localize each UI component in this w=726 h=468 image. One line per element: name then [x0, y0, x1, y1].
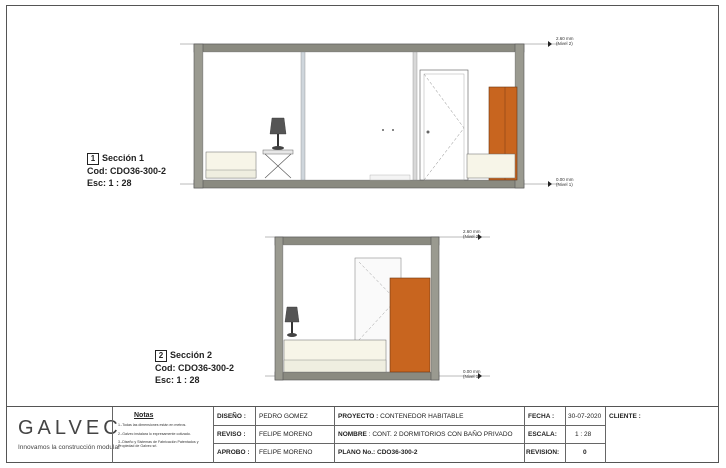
note-2: 2.-Galvec instalara lo expresamente cotizado. [118, 432, 191, 436]
reviso-value: FELIPE MORENO [259, 431, 313, 438]
proyecto-row: PROYECTO : CONTENEDOR HABITABLE [338, 413, 464, 420]
section-1-label: 1 Sección 1 Cod: CDO36-300-2 Esc: 1 : 28 [87, 153, 167, 188]
section-2-level-bottom: 0.00 mm (Nivel 1) [463, 369, 481, 379]
escala-label: ESCALA: [528, 431, 557, 438]
section-1-level-top: 2.60 mm (Nivel 2) [556, 36, 574, 46]
company-tagline: Innovamos la construcción modular [18, 444, 121, 451]
revision-value: 0 [583, 449, 587, 456]
reviso-label: REVISO : [217, 431, 246, 438]
escala-value: 1 : 28 [575, 431, 592, 438]
note-1: 1.-Todas las dimensiones están en metros. [118, 423, 187, 427]
section-2-number: 2 [155, 350, 167, 362]
section-2-label: 2 Sección 2 Cod: CDO36-300-2 Esc: 1 : 28 [155, 350, 235, 385]
section-2-level-top: 2.60 mm (Nivel 2) [463, 229, 481, 239]
diseno-value: PEDRO GOMEZ [259, 413, 308, 420]
section-2-code: CDO36-300-2 [178, 363, 235, 373]
cliente-label: CLIENTE : [609, 413, 641, 420]
section-2-scale: 1 : 28 [176, 375, 200, 385]
fecha-label: FECHA : [528, 413, 555, 420]
plano-row: PLANO No.: CDO36-300-2 [338, 449, 418, 456]
revision-label: REVISION: [526, 449, 560, 456]
section-1-scale: 1 : 28 [108, 178, 132, 188]
nombre-row: NOMBRE : CONT. 2 DORMITORIOS CON BAÑO PRIVADO [338, 431, 513, 438]
title-block [6, 406, 719, 463]
section-1-number: 1 [87, 153, 99, 165]
note-3: 3.-Diseño y Sistemas de Fabricación Patentados y Propiedad de Galvec srl. [118, 440, 199, 448]
aprobo-value: FELIPE MORENO [259, 449, 313, 456]
section-1-level-bottom: 0.00 mm (Nivel 1) [556, 177, 574, 187]
diseno-label: DISEÑO : [217, 413, 246, 420]
fecha-value: 30-07-2020 [568, 413, 602, 420]
galvec-logo: GALVEC [18, 417, 122, 439]
notes-title: Notas [134, 412, 154, 419]
aprobo-label: APROBO : [217, 449, 250, 456]
section-1-title: Sección 1 [102, 153, 145, 163]
section-2-title: Sección 2 [170, 350, 213, 360]
section-1-code: CDO36-300-2 [110, 166, 167, 176]
